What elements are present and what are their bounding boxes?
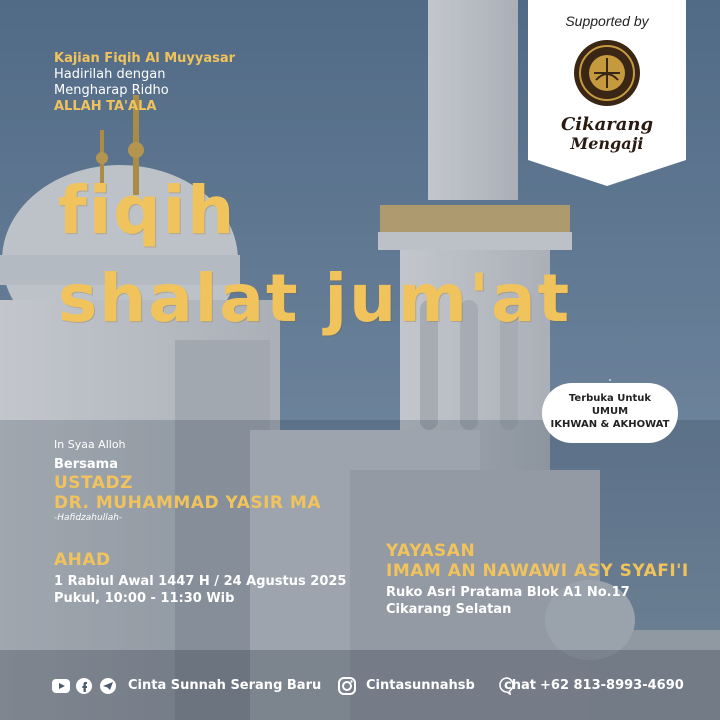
badge-line: IKHWAN & AKHOWAT <box>550 419 670 430</box>
event-title-line: fiqih <box>58 172 237 249</box>
intro-line: Hadirilah dengan <box>54 67 166 82</box>
phone-number: +62 813-8993-4690 <box>540 678 684 693</box>
intro-line: Mengharap Ridho <box>54 83 169 98</box>
supporter-label: Supported by <box>565 13 649 29</box>
venue-address: Cikarang Selatan <box>386 602 512 617</box>
intro-block <box>54 51 235 115</box>
badge-line: Terbuka Untuk <box>568 393 652 404</box>
schedule-block <box>54 550 346 607</box>
social-account-name: Cinta Sunnah Serang Baru <box>128 678 322 693</box>
chat-label: chat <box>504 678 536 693</box>
speaker-block <box>54 438 321 523</box>
series-name: Kajian Fiqih Al Muyyasar <box>54 51 236 66</box>
speaker-honorific: -Hafidzahullah- <box>54 513 123 523</box>
event-date: 1 Rabiul Awal 1447 H / 24 Agustus 2025 <box>54 574 347 589</box>
venue-name: IMAM AN NAWAWI ASY SYAFI'I <box>386 561 689 581</box>
open-for-badge <box>540 377 680 447</box>
event-time: Pukul, 10:00 - 11:30 Wib <box>54 591 235 606</box>
supporter-tag <box>528 0 686 186</box>
instagram-handle: Cintasunnahsb <box>366 678 475 693</box>
brand-line: Mengaji <box>570 134 644 153</box>
speaker-name: DR. MUHAMMAD YASIR MA <box>54 493 322 513</box>
speaker-title: USTADZ <box>54 473 133 493</box>
event-day: AHAD <box>54 550 111 570</box>
event-title-line: shalat jum'at <box>58 260 572 337</box>
brand-line: Cikarang <box>560 114 654 135</box>
social-icons <box>52 677 118 695</box>
venue-block <box>386 541 689 618</box>
intro-allah: ALLAH TA'ALA <box>54 99 157 114</box>
cikarang-mengaji-emblem-icon <box>572 38 642 108</box>
badge-line: UMUM <box>591 406 629 417</box>
footer-contact-bar <box>0 668 720 704</box>
in-syaa-label: In Syaa Alloh <box>54 438 126 451</box>
venue-label: YAYASAN <box>386 541 476 561</box>
youtube-icon <box>52 679 70 693</box>
bersama-label: Bersama <box>54 457 118 472</box>
telegram-icon <box>100 678 116 694</box>
facebook-icon <box>76 678 92 694</box>
venue-address: Ruko Asri Pratama Blok A1 No.17 <box>386 585 630 600</box>
instagram-icon <box>338 677 356 695</box>
